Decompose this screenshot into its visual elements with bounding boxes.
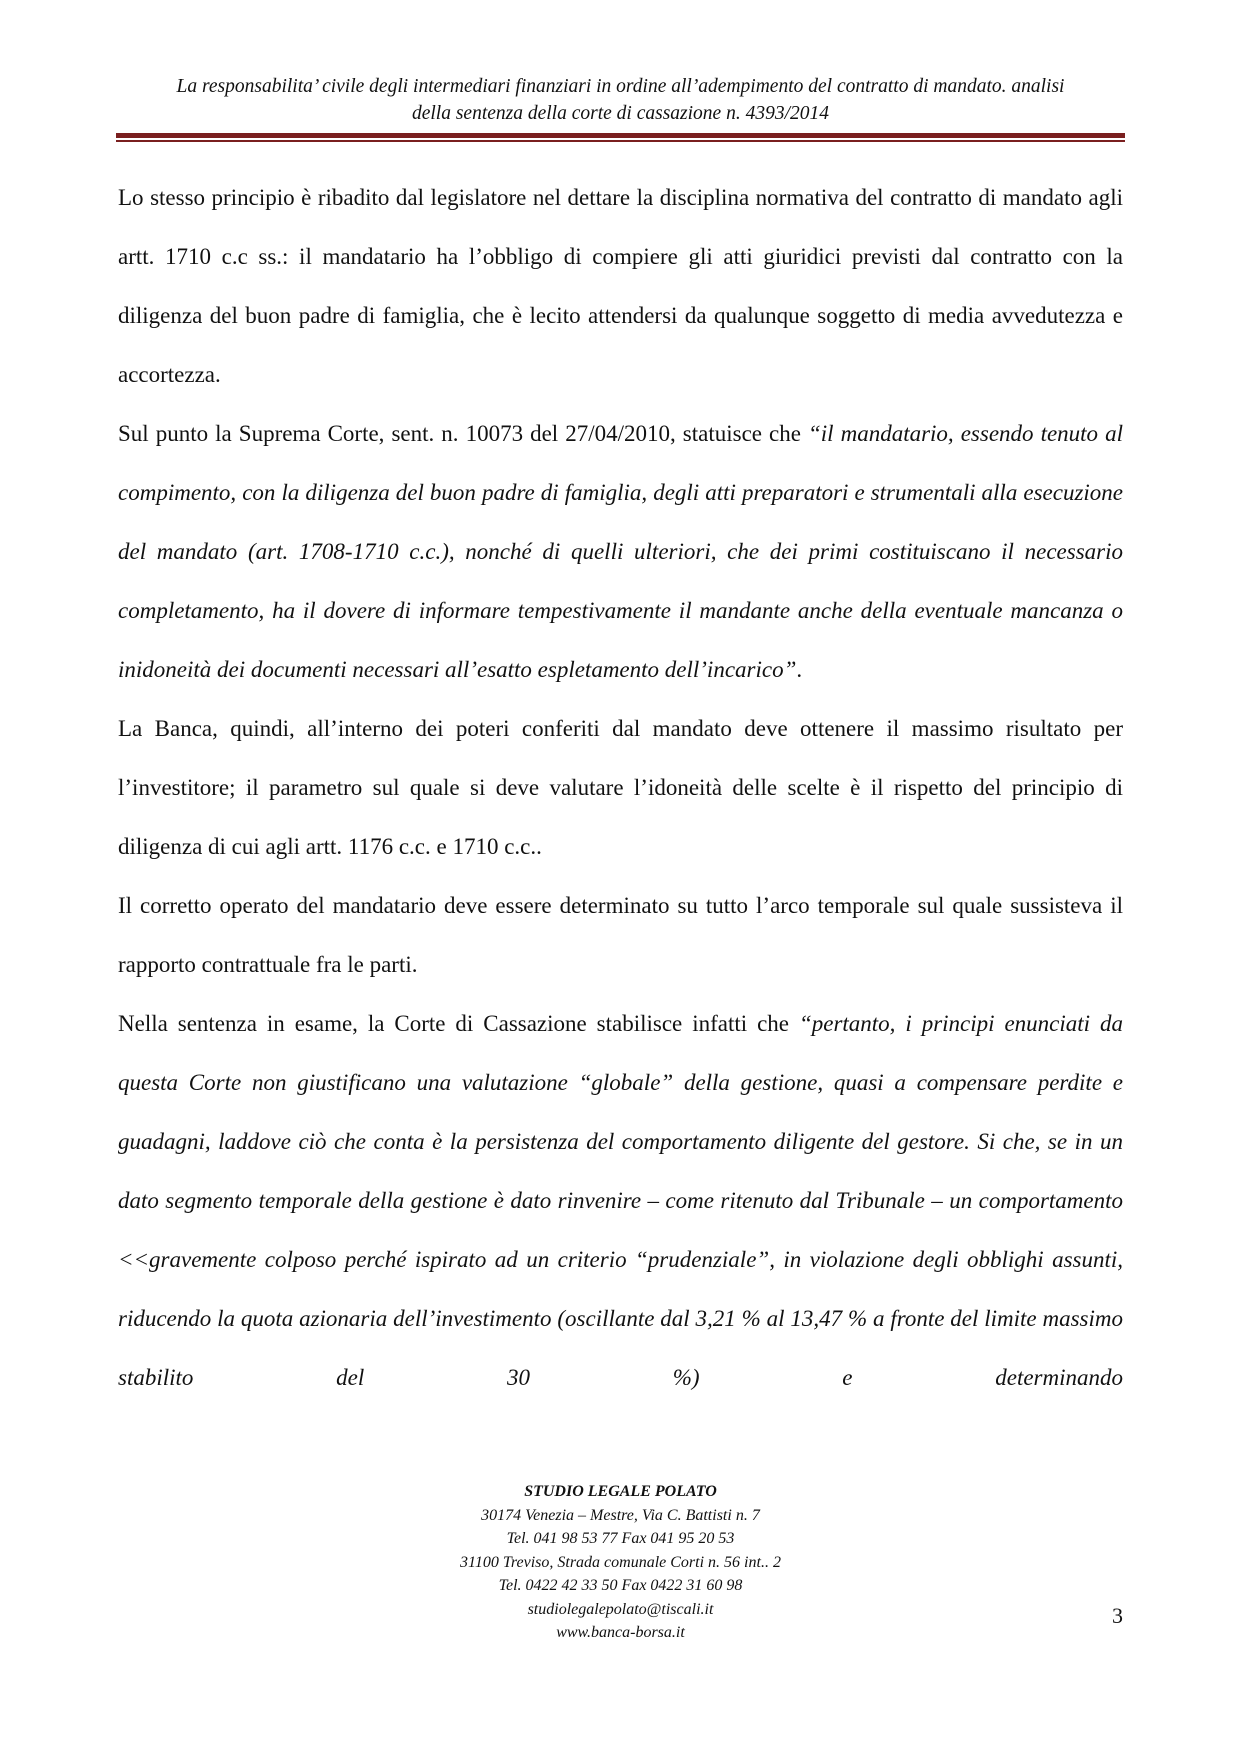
paragraph-2 [118, 404, 1123, 699]
paragraph-5-intro: Nella sentenza in esame, la Corte di Cassazione stabilisce infatti che [118, 1011, 799, 1036]
paragraph-2-quote: “il mandatario, essendo tenuto al compimento, con la diligenza del buon padre di famiglia, degli atti preparatori e strumentali alla esecuzione del mandato (art. 1708-1710 c.c.), nonché di quelli ulteriori, che dei primi costituiscano il necessario completamento, ha il dovere di informare tempestivamente il mandante anche della eventuale mancanza o inidoneità dei documenti necessari all’esatto espletamento dell’incarico” [118, 421, 1123, 682]
footer-address-treviso: 31100 Treviso, Strada comunale Corti n. 56 int.. 2 [460, 1553, 781, 1571]
document-body [118, 168, 1123, 1407]
paragraph-4: Il corretto operato del mandatario deve essere determinato su tutto l’arco temporale sul quale sussisteva il rapporto contrattuale fra le parti. [118, 893, 1123, 977]
footer-address-venezia: 30174 Venezia – Mestre, Via C. Battisti n. 7 [481, 1506, 760, 1524]
footer-firm-name: STUDIO LEGALE POLATO [524, 1483, 717, 1500]
paragraph-5 [118, 994, 1123, 1407]
paragraph-1: Lo stesso principio è ribadito dal legislatore nel dettare la disciplina normativa del contratto di mandato agli artt. 1710 c.c ss.: il mandatario ha l’obbligo di compiere gli atti giuridici previsti dal contratto con la diligenza del buon padre di famiglia, che è lecito attendersi da qualunque soggetto di media avvedutezza e accortezza. [118, 185, 1123, 387]
running-header [118, 73, 1123, 127]
header-rule-thin [116, 140, 1125, 142]
footer-phone-venezia: Tel. 041 98 53 77 Fax 041 95 20 53 [506, 1530, 735, 1547]
header-title-line-1: La responsabilita’ civile degli intermediari finanziari in ordine all’adempimento del contratto di mandato. analisi [176, 76, 1065, 97]
header-rule-thick [116, 133, 1125, 138]
page-footer [118, 1480, 1123, 1645]
paragraph-3: La Banca, quindi, all’interno dei poteri conferiti dal mandato deve ottenere il massimo risultato per l’investitore; il parametro sul quale si deve valutare l’idoneità delle scelte è il rispetto del principio di diligenza di cui agli artt. 1176 c.c. e 1710 c.c.. [118, 716, 1123, 859]
footer-phone-treviso: Tel. 0422 42 33 50 Fax 0422 31 60 98 [498, 1577, 743, 1594]
paragraph-2-end: . [796, 657, 803, 682]
paragraph-2-intro: Sul punto la Suprema Corte, sent. n. 10073 del 27/04/2010, statuisce che [118, 421, 808, 446]
header-title-line-2: della sentenza della corte di cassazione n. 4393/2014 [411, 103, 830, 124]
footer-email: studiolegalepolato@tiscali.it [527, 1600, 714, 1618]
footer-website: www.banca-borsa.it [556, 1624, 685, 1641]
paragraph-5-quote: “pertanto, i principi enunciati da questa Corte non giustificano una valutazione “globale” della gestione, quasi a compensare perdite e guadagni, laddove ciò che conta è la persistenza del comportamento diligente del gestore. Si che, se in un dato segmento temporale della gestione è dato rinvenire – come ritenuto dal Tribunale – un comportamento <<gravemente colposo perché ispirato ad un criterio “prudenziale”, in violazione degli obblighi assunti, riducendo la quota azionaria dell’investimento (oscillante dal 3,21 % al 13,47 % a fronte del limite massimo stabilito del 30 %) e determinando [118, 1011, 1123, 1390]
page-number: 3 [1112, 1603, 1123, 1628]
